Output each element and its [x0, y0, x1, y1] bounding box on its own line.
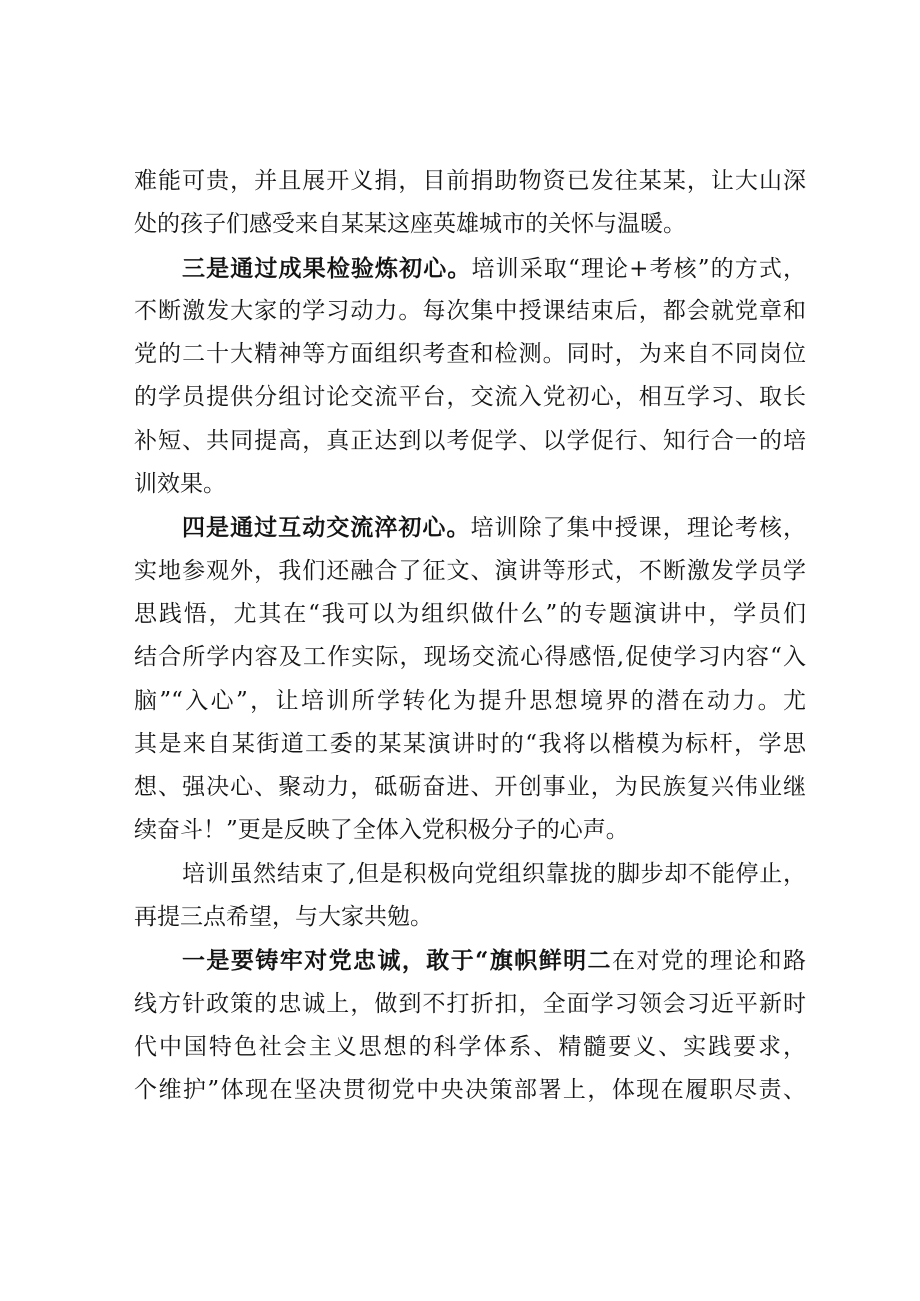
text-line: 想、强决心、聚动力，砥砺奋进、开创事业，为民族复兴伟业继 — [134, 774, 806, 801]
text-line: 处的孩子们感受来自某某这座英雄城市的关怀与温暖。 — [134, 211, 686, 238]
text-line: 难能可贵，并且展开义捐，目前捐助物资已发往某某，让大山深 — [134, 168, 806, 194]
text-line: 其是来自某街道工委的某某演讲时的“我将以楷模为标杆，学思 — [134, 730, 806, 757]
text-line: 不断激发大家的学习动力。每次集中授课结束后，都会就党章和 — [134, 297, 806, 324]
text-line: 再提三点希望，与大家共勉。 — [134, 904, 433, 931]
paragraph-lead: 一是要铸牢对党忠诚，敢于“旗帜鲜明二 — [182, 947, 612, 975]
text-line: 结合所学内容及工作实际，现场交流心得感悟,促使学习内容“入 — [134, 644, 806, 671]
text-line: 续奋斗！”更是反映了全体入党积极分子的心声。 — [134, 817, 629, 844]
text-line: 个维护”体现在坚决贯彻党中央决策部署上，体现在履职尽责、 — [134, 1077, 806, 1104]
text-line: 脑”“入心”，让培训所学转化为提升思想境界的潜在动力。尤 — [134, 687, 806, 714]
text-run: 在对党的理论和路 — [611, 948, 806, 975]
paragraph — [134, 506, 806, 852]
text-line: 培训虽然结束了,但是积极向党组织靠拢的脚步却不能停止， — [182, 860, 806, 887]
document-page — [134, 160, 806, 1113]
text-run: 培训除了集中授课，理论考核， — [470, 515, 806, 542]
paragraph — [134, 853, 806, 940]
text-line: 代中国特色社会主义思想的科学体系、精髓要义、实践要求， — [134, 1033, 806, 1060]
text-line: 党的二十大精神等方面组织考查和检测。同时，为来自不同岗位 — [134, 341, 806, 368]
text-line: 补短、共同提高，真正达到以考促学、以学促行、知行合一的培 — [134, 427, 806, 454]
paragraph-lead: 三是通过成果检验炼初心。 — [182, 254, 472, 282]
paragraph — [134, 247, 806, 507]
text-line — [134, 939, 806, 982]
text-line — [134, 506, 806, 549]
text-line: 实地参观外，我们还融合了征文、演讲等形式，不断激发学员学 — [134, 557, 806, 584]
paragraph — [134, 939, 806, 1112]
paragraph — [134, 160, 806, 247]
text-line: 线方针政策的忠诚上，做到不打折扣，全面学习领会习近平新时 — [134, 990, 806, 1017]
text-line: 思践悟，尤其在“我可以为组织做什么”的专题演讲中，学员们 — [134, 600, 806, 627]
paragraph-lead: 四是通过互动交流淬初心。 — [182, 514, 471, 542]
text-line — [134, 247, 806, 290]
text-line: 的学员提供分组讨论交流平台，交流入党初心，相互学习、取长 — [134, 384, 806, 411]
text-line: 训效果。 — [134, 471, 226, 498]
text-run: 培训采取“理论+考核”的方式， — [471, 255, 806, 282]
